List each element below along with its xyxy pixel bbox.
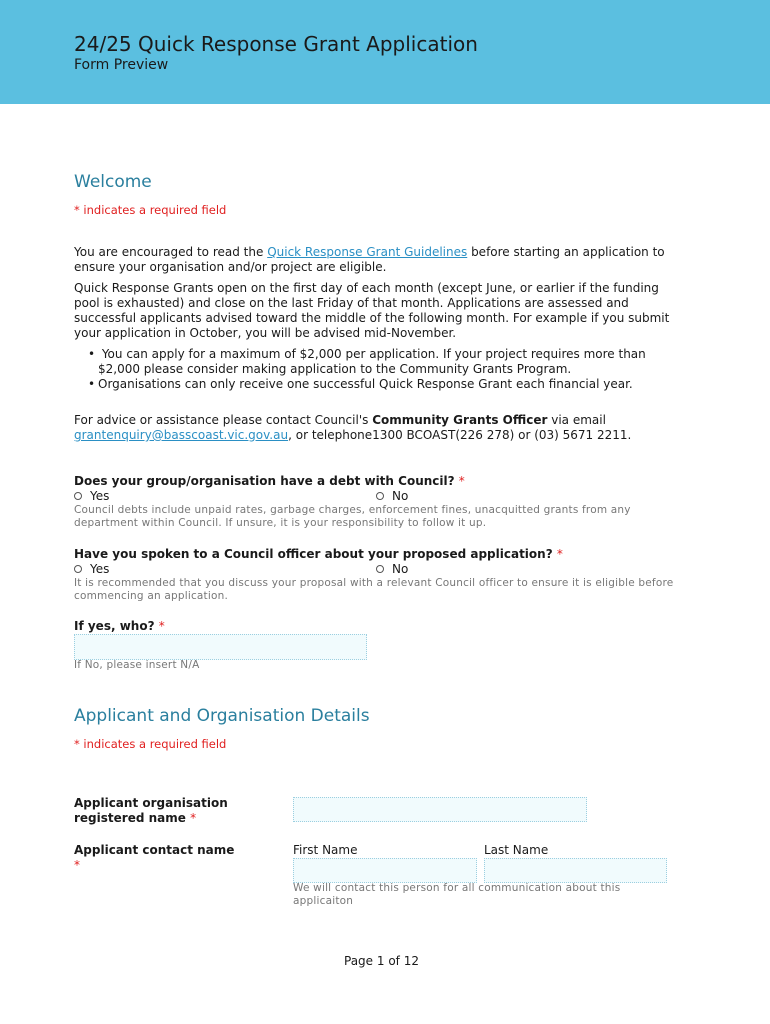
- contact-help-text: We will contact this person for all communication about this applicaiton: [293, 882, 621, 907]
- first-name-label: First Name: [293, 843, 358, 857]
- required-marker: *: [556, 547, 563, 561]
- contact-text-mid: via email: [547, 413, 606, 427]
- page-indicator: Page 1 of 12: [344, 954, 419, 968]
- radio-label: No: [392, 562, 409, 576]
- applicant-required-note: * indicates a required field: [74, 737, 227, 751]
- radio-icon[interactable]: [376, 565, 384, 573]
- contact-paragraph: [74, 413, 674, 443]
- spoken-question-label: [74, 547, 563, 561]
- required-marker: *: [190, 811, 197, 825]
- form-title: 24/25 Quick Response Grant Application: [74, 32, 478, 56]
- who-question-text: If yes, who?: [74, 619, 155, 633]
- intro-text-before: You are encouraged to read the: [74, 245, 268, 259]
- intro-text-after: before starting an application to ensure your organisation and/or project are eligible.: [74, 245, 665, 274]
- who-question-label: [74, 619, 165, 633]
- required-marker: *: [158, 619, 165, 633]
- radio-label: Yes: [90, 562, 110, 576]
- required-marker: *: [458, 474, 465, 488]
- required-field-note: * indicates a required field: [74, 203, 227, 217]
- contact-email-link[interactable]: grantenquiry@basscoast.vic.gov.au: [74, 428, 289, 442]
- spoken-help-text: It is recommended that you discuss your proposal with a relevant Council officer to ensure it is eligible before commencing an application.: [74, 577, 674, 602]
- schedule-paragraph: Quick Response Grants open on the first day of each month (except June, or earlier if the funding pool is exhausted) and close on the last Friday of that month. Applications are assessed and successful applicants advised toward the middle of the following month. For example if you submit your application in October, you will be advised mid-November.: [74, 281, 670, 340]
- contact-officer: Community Grants Officer: [372, 413, 548, 427]
- debt-help-text: Council debts include unpaid rates, garbage charges, enforcement fines, unacquitted grants from any department within Council. If unsure, it is your responsibility to follow it up.: [74, 504, 631, 529]
- intro-paragraph: [74, 245, 674, 275]
- org-name-label-text: Applicant organisation registered name: [74, 796, 228, 825]
- form-header: [0, 0, 770, 104]
- org-name-label: [74, 796, 274, 826]
- contact-name-label: [74, 843, 274, 873]
- debt-question-label: [74, 474, 465, 488]
- who-help-text: If No, please insert N/A: [74, 659, 200, 671]
- required-marker: *: [74, 858, 80, 872]
- list-item: • You can apply for a maximum of $2,000 per application. If your project requires more than $2,000 please consider making application to the Community Grants Program.: [74, 347, 654, 377]
- spoken-yes-option[interactable]: [74, 562, 109, 576]
- debt-question-text: Does your group/organisation have a debt with Council?: [74, 474, 455, 488]
- radio-label: Yes: [90, 489, 110, 503]
- welcome-heading: Welcome: [74, 172, 152, 192]
- form-subtitle: Form Preview: [74, 57, 169, 73]
- who-input[interactable]: [74, 634, 367, 660]
- contact-text-before: For advice or assistance please contact Council's: [74, 413, 373, 427]
- contact-name-label-text: Applicant contact name: [74, 843, 235, 857]
- debt-no-option[interactable]: [376, 489, 408, 503]
- spoken-no-option[interactable]: [376, 562, 408, 576]
- last-name-label: Last Name: [484, 843, 549, 857]
- radio-icon[interactable]: [74, 565, 82, 573]
- last-name-input[interactable]: [484, 858, 667, 883]
- list-item: • Organisations can only receive one successful Quick Response Grant each financial year.: [74, 377, 654, 392]
- spoken-question-text: Have you spoken to a Council officer about your proposed application?: [74, 547, 553, 561]
- first-name-input[interactable]: [293, 858, 477, 883]
- radio-icon[interactable]: [376, 492, 384, 500]
- eligibility-list: [74, 347, 654, 392]
- applicant-heading: Applicant and Organisation Details: [74, 706, 370, 726]
- org-name-input[interactable]: [293, 797, 587, 822]
- guidelines-link[interactable]: Quick Response Grant Guidelines: [267, 245, 468, 259]
- radio-label: No: [392, 489, 409, 503]
- debt-yes-option[interactable]: [74, 489, 109, 503]
- radio-icon[interactable]: [74, 492, 82, 500]
- contact-text-after: , or telephone1300 BCOAST(226 278) or (03) 5671 2211.: [288, 428, 632, 442]
